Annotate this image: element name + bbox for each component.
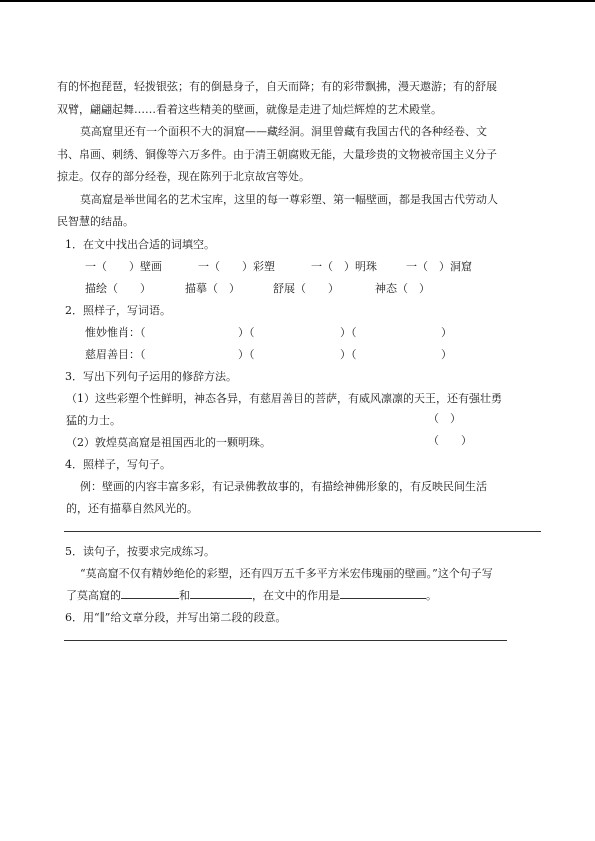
q2-row2-bracket2[interactable]: ）（: [340, 348, 357, 361]
q4-example-line1: 例：壁画的内容丰富多彩，有记录佛教故事的，有描绘神佛形象的，有反映民间生活: [80, 480, 487, 493]
para3-line2: 民智慧的结晶。: [57, 215, 134, 228]
q2-title: 2．照样子，写词语。: [65, 304, 171, 317]
q2-row2-bracket3[interactable]: ）: [441, 348, 452, 361]
para2-line1: 莫高窟里还有一个面积不大的洞窟——藏经洞。洞里曾藏有我国古代的各种经卷、文: [80, 125, 487, 138]
q1-blank-miaomo[interactable]: 描摹（ ）: [185, 282, 240, 295]
para2-line2: 书、帛画、刺绣、铜像等六万多件。由于清王朝腐败无能，大量珍贵的文物被帝国主义分子: [57, 148, 497, 161]
q2-example1-label: 惟妙惟肖：（: [85, 326, 146, 339]
q1-title: 1．在文中找出合适的词填空。: [65, 238, 215, 251]
q5-blank-3[interactable]: [340, 587, 426, 599]
q1-blank-dongku[interactable]: 一（ ）洞窟: [406, 260, 472, 273]
q1-blank-caisu[interactable]: 一（ ）彩塑: [198, 260, 275, 273]
q3-sentence1-answer[interactable]: （ ）: [428, 412, 461, 425]
q3-sentence2: （2）敦煌莫高窟是祖国西北的一颗明珠。: [66, 436, 271, 449]
q1-blank-miaohui[interactable]: 描绘（ ）: [85, 282, 151, 295]
para3-line1: 莫高窟是举世闻名的艺术宝库，这里的每一尊彩塑、第一幅壁画，都是我国古代劳动人: [80, 193, 498, 206]
q5-blank-1[interactable]: [121, 587, 179, 599]
para1-line1: 有的怀抱琵琶，轻拨银弦；有的倒悬身子，自天而降；有的彩带飘拂，漫天遨游；有的舒展: [57, 80, 497, 93]
q5-quote: “莫高窟不仅有精妙绝伦的彩塑，还有四万五千多平方米宏伟瑰丽的壁画。”这个句子写: [80, 567, 493, 580]
q2-row1-bracket3[interactable]: ）: [441, 326, 452, 339]
q2-row1-bracket1[interactable]: ）（: [238, 326, 255, 339]
q6-answer-line[interactable]: [64, 640, 507, 641]
q1-blank-mingzhu[interactable]: 一（ ）明珠: [311, 260, 377, 273]
q2-example2-label: 慈眉善目：（: [85, 348, 146, 361]
q5-fill-role: ，在文中的作用是: [252, 589, 340, 602]
q1-blank-bihua[interactable]: 一（ ）壁画: [85, 260, 162, 273]
q3-sentence1-line1: （1）这些彩塑个性鲜明，神态各异，有慈眉善目的菩萨，有威风凛凛的天王，还有强壮勇: [66, 392, 502, 405]
q5-fill-prefix: 了莫高窟的: [66, 589, 121, 602]
q3-sentence1-line2: 猛的力士。: [66, 414, 121, 427]
q5-fill-row: [66, 587, 437, 603]
para1-line2: 双臂，翩翩起舞……看着这些精美的壁画，就像是走进了灿烂辉煌的艺术殿堂。: [57, 103, 442, 116]
top-border-line: [0, 0, 595, 2]
q4-title: 4．照样子，写句子。: [65, 458, 171, 471]
q1-blank-shuzhan[interactable]: 舒展（ ）: [273, 282, 339, 295]
q6-title: 6．用“∥”给文章分段，并写出第二段的段意。: [65, 611, 287, 624]
q2-row2-bracket1[interactable]: ）（: [238, 348, 255, 361]
q4-example-line2: 的，还有描摹自然风光的。: [66, 502, 198, 515]
q5-blank-2[interactable]: [190, 587, 252, 599]
q2-row1-bracket2[interactable]: ）（: [340, 326, 357, 339]
q1-blank-shentai[interactable]: 神态（ ）: [375, 282, 430, 295]
q5-title: 5．读句子，按要求完成练习。: [65, 545, 215, 558]
para2-line3: 掠走。仅存的部分经卷，现在陈列于北京故宫等处。: [57, 170, 310, 183]
q3-sentence2-answer[interactable]: （ ）: [428, 434, 472, 447]
q5-fill-and: 和: [179, 589, 190, 602]
q5-fill-end: 。: [426, 589, 437, 602]
q4-answer-line[interactable]: [64, 531, 541, 532]
q3-title: 3．写出下列句子运用的修辞方法。: [65, 370, 237, 383]
